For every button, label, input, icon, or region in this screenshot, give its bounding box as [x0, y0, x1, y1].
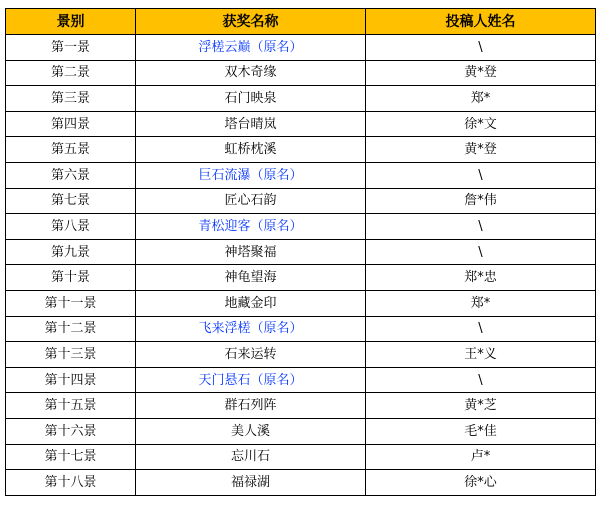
scene-cell: 第四景 — [6, 111, 136, 137]
table-row — [6, 60, 596, 86]
table-row — [6, 162, 596, 188]
awards-table — [5, 8, 596, 496]
author-cell: 黄*登 — [366, 137, 596, 163]
scene-cell: 第二景 — [6, 60, 136, 86]
header-author: 投稿人姓名 — [366, 9, 596, 35]
award-name-cell: 天门悬石（原名） — [136, 367, 366, 393]
author-cell: \ — [366, 35, 596, 61]
award-name-cell: 群石列阵 — [136, 393, 366, 419]
scene-cell: 第十二景 — [6, 316, 136, 342]
author-cell: 卢* — [366, 444, 596, 470]
scene-cell: 第十一景 — [6, 290, 136, 316]
scene-cell: 第十七景 — [6, 444, 136, 470]
header-award-name: 获奖名称 — [136, 9, 366, 35]
award-name-cell: 石来运转 — [136, 342, 366, 368]
author-cell: 詹*伟 — [366, 188, 596, 214]
table-row — [6, 316, 596, 342]
scene-cell: 第十六景 — [6, 418, 136, 444]
author-cell: 黄*芝 — [366, 393, 596, 419]
award-name-cell: 巨石流瀑（原名） — [136, 162, 366, 188]
award-name-cell: 青松迎客（原名） — [136, 214, 366, 240]
award-name-cell: 福禄湖 — [136, 470, 366, 496]
scene-cell: 第一景 — [6, 35, 136, 61]
table-row — [6, 265, 596, 291]
table-row — [6, 342, 596, 368]
table-row — [6, 86, 596, 112]
author-cell: \ — [366, 214, 596, 240]
header-scene: 景别 — [6, 9, 136, 35]
scene-cell: 第十景 — [6, 265, 136, 291]
scene-cell: 第十四景 — [6, 367, 136, 393]
scene-cell: 第六景 — [6, 162, 136, 188]
scene-cell: 第三景 — [6, 86, 136, 112]
author-cell: 黄*登 — [366, 60, 596, 86]
award-name-cell: 神塔聚福 — [136, 239, 366, 265]
author-cell: \ — [366, 316, 596, 342]
award-name-cell: 塔台晴岚 — [136, 111, 366, 137]
award-name-cell: 神龟望海 — [136, 265, 366, 291]
author-cell: 毛*佳 — [366, 418, 596, 444]
author-cell: 郑*忠 — [366, 265, 596, 291]
author-cell: \ — [366, 162, 596, 188]
table-row — [6, 35, 596, 61]
award-name-cell: 石门映泉 — [136, 86, 366, 112]
table-row — [6, 239, 596, 265]
author-cell: 王*义 — [366, 342, 596, 368]
table-header-row — [6, 9, 596, 35]
author-cell: 郑* — [366, 290, 596, 316]
table-row — [6, 111, 596, 137]
table-row — [6, 214, 596, 240]
scene-cell: 第七景 — [6, 188, 136, 214]
scene-cell: 第五景 — [6, 137, 136, 163]
table-row — [6, 137, 596, 163]
author-cell: \ — [366, 239, 596, 265]
award-name-cell: 美人溪 — [136, 418, 366, 444]
author-cell: 郑* — [366, 86, 596, 112]
table-row — [6, 444, 596, 470]
award-name-cell: 双木奇缘 — [136, 60, 366, 86]
award-name-cell: 虹桥枕溪 — [136, 137, 366, 163]
table-row — [6, 470, 596, 496]
scene-cell: 第九景 — [6, 239, 136, 265]
award-name-cell: 浮槎云巅（原名） — [136, 35, 366, 61]
scene-cell: 第十五景 — [6, 393, 136, 419]
table-row — [6, 188, 596, 214]
award-name-cell: 飞来浮槎（原名） — [136, 316, 366, 342]
award-name-cell: 忘川石 — [136, 444, 366, 470]
table-row — [6, 393, 596, 419]
scene-cell: 第八景 — [6, 214, 136, 240]
author-cell: \ — [366, 367, 596, 393]
awards-table-container — [5, 8, 595, 496]
author-cell: 徐*心 — [366, 470, 596, 496]
table-row — [6, 290, 596, 316]
award-name-cell: 地藏金印 — [136, 290, 366, 316]
scene-cell: 第十八景 — [6, 470, 136, 496]
table-row — [6, 418, 596, 444]
table-row — [6, 367, 596, 393]
author-cell: 徐*文 — [366, 111, 596, 137]
award-name-cell: 匠心石韵 — [136, 188, 366, 214]
scene-cell: 第十三景 — [6, 342, 136, 368]
